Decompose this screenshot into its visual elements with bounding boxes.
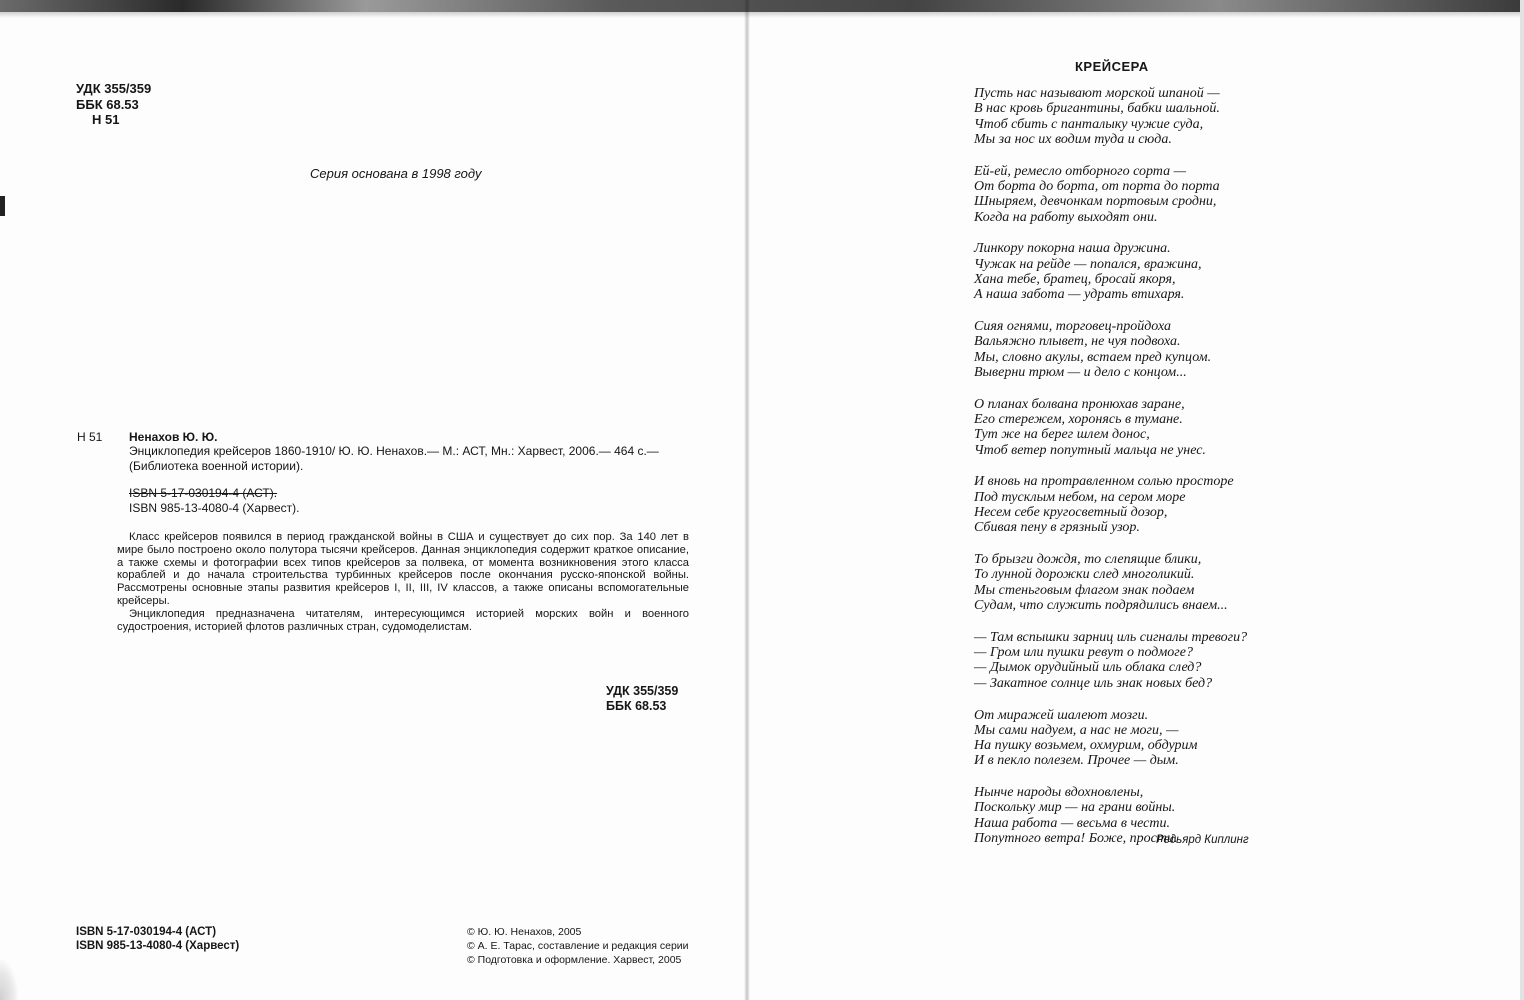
stanza bbox=[974, 552, 1247, 613]
bbk-code: ББК 68.53 bbox=[606, 699, 667, 713]
poem-line: Наша работа — весьма в чести. bbox=[974, 815, 1170, 831]
poem-line: Чужак на рейде — попался, вражина, bbox=[974, 256, 1202, 272]
catalog-card-description-line: (Библиотека военной истории). bbox=[129, 459, 304, 473]
left-page bbox=[0, 0, 744, 1000]
stanza bbox=[974, 86, 1247, 147]
annotation-paragraph: Класс крейсеров появился в период гражданской войны в США и существует до сих пор. За 140 лет в мире было построено около полутора тысячи крейсеров. Данная энциклопедия содержит краткое описание, а также схемы и фотографии всех типов крейсеров за полвека, от момента возникновения этого класса кораблей и до начала строительства турбинных крейсеров после окончания русско-японской войны. Рассмотрены основные этапы развития крейсеров I, II, III, IV классов, а также описаны вспомогательные крейсеры. bbox=[117, 531, 689, 607]
poem-line: Попутного ветра! Боже, прости. bbox=[974, 831, 1178, 847]
poem-line: Когда на работу выходят они. bbox=[974, 209, 1158, 225]
poem-line: На пушку возьмем, охмурим, обдурим bbox=[974, 738, 1198, 754]
isbn-ast: ISBN 5-17-030194-4 (АСТ). bbox=[129, 486, 278, 500]
annotation bbox=[117, 531, 689, 633]
poem-line: — Дымок орудийный иль облака след? bbox=[974, 660, 1202, 676]
stanza bbox=[974, 474, 1247, 535]
poem-line: — Там вспышки зарниц иль сигналы тревоги? bbox=[974, 629, 1248, 645]
poem-title: КРЕЙСЕРА bbox=[1075, 59, 1149, 74]
poem-line: Сбивая пену в грязный узор. bbox=[974, 520, 1140, 536]
poem-line: Судам, что служить подрядились внаем... bbox=[974, 598, 1228, 614]
poem-line: То лунной дорожки след многоликий. bbox=[974, 567, 1195, 583]
stanza bbox=[974, 708, 1247, 769]
isbn-bottom bbox=[76, 926, 239, 953]
poem bbox=[974, 86, 1247, 863]
series-note: Серия основана в 1998 году bbox=[310, 166, 482, 181]
poem-line: Под тусклым небом, на сером море bbox=[974, 489, 1186, 505]
poem-line: То брызги дождя, то слепящие блики, bbox=[974, 552, 1202, 568]
udk-code: УДК 355/359 bbox=[606, 684, 679, 698]
copyright-line: © Ю. Ю. Ненахов, 2005 bbox=[467, 926, 582, 938]
poem-line: О планах болвана пронюхав заране, bbox=[974, 396, 1185, 412]
annotation-paragraph: Энциклопедия предназначена читателям, интересующимся историей морских войн и военного судостроения, историей флотов различных стран, судомоделистам. bbox=[117, 607, 689, 633]
catalog-card-isbn bbox=[129, 486, 300, 516]
poem-line: Сияя огнями, торговец-пройдоха bbox=[974, 319, 1172, 335]
poem-line: Тут же на берег шлем донос, bbox=[974, 427, 1150, 443]
poem-line: Линкору покорна наша дружина. bbox=[974, 241, 1171, 257]
stanza bbox=[974, 397, 1247, 458]
catalog-card-author: Ненахов Ю. Ю. bbox=[129, 430, 218, 444]
copyright-block bbox=[467, 925, 689, 967]
poem-line: От борта до борта, от порта до порта bbox=[974, 178, 1220, 194]
isbn-harvest: ISBN 985-13-4080-4 (Харвест) bbox=[76, 939, 240, 952]
poem-line: Мы стеньговым флагом знак подаем bbox=[974, 582, 1195, 598]
poem-author: Редьярд Киплинг bbox=[1156, 834, 1249, 846]
poem-line: Чтоб сбить с панталыку чужие суда, bbox=[974, 116, 1204, 132]
poem-line: От миражей шалеют мозги. bbox=[974, 707, 1149, 723]
udk-bottom bbox=[606, 684, 678, 714]
stanza bbox=[974, 630, 1247, 691]
copyright-line: © Подготовка и оформление. Харвест, 2005 bbox=[467, 954, 682, 966]
poem-line: Мы сами надуем, а нас не моги, — bbox=[974, 722, 1179, 738]
poem-line: Выверни трюм — и дело с концом... bbox=[974, 364, 1187, 380]
catalog-card-description bbox=[129, 444, 694, 474]
poem-line: Нынче народы вдохновлены, bbox=[974, 785, 1144, 801]
poem-line: Хана тебе, братец, бросай якоря, bbox=[974, 271, 1176, 287]
poem-line: Пусть нас называют морской шпаной — bbox=[974, 86, 1220, 101]
poem-line: Несем себе кругосветный дозор, bbox=[974, 505, 1168, 521]
catalog-card-code: Н 51 bbox=[77, 430, 103, 444]
bbk-code: ББК 68.53 bbox=[76, 96, 139, 112]
udk-code: УДК 355/359 bbox=[76, 81, 152, 96]
stanza bbox=[974, 164, 1247, 225]
author-mark: Н 51 bbox=[92, 112, 120, 127]
catalog-card-description-line: Энциклопедия крейсеров 1860-1910/ Ю. Ю. Ненахов.— М.: АСТ, Мн.: Харвест, 2006.— 464 с.— bbox=[129, 444, 659, 458]
poem-line: — Закатное солнце иль знак новых бед? bbox=[974, 675, 1213, 691]
isbn-ast: ISBN 5-17-030194-4 (АСТ) bbox=[76, 926, 217, 938]
copyright-line: © А. Е. Тарас, составление и редакция серии bbox=[467, 940, 689, 952]
stanza bbox=[974, 319, 1247, 380]
udk-block bbox=[76, 81, 151, 128]
isbn-harvest: ISBN 985-13-4080-4 (Харвест). bbox=[129, 501, 300, 515]
poem-line: И вновь на протравленном солью просторе bbox=[974, 474, 1234, 490]
stanza bbox=[974, 241, 1247, 302]
poem-line: Чтоб ветер попутный мальца не унес. bbox=[974, 442, 1206, 458]
poem-line: Поскольку мир — на грани войны. bbox=[974, 800, 1176, 816]
right-page bbox=[750, 0, 1524, 1000]
poem-line: Мы за нос их водим туда и сюда. bbox=[974, 131, 1172, 147]
poem-line: В нас кровь бригантины, бабки шальной. bbox=[974, 101, 1220, 117]
poem-line: И в пекло полезем. Прочее — дым. bbox=[974, 753, 1179, 769]
poem-line: Вальяжно плывет, не чуя подвоха. bbox=[974, 334, 1181, 350]
poem-line: Шныряем, девчонкам портовым сродни, bbox=[974, 194, 1217, 210]
poem-line: — Гром или пушки ревут о подмоге? bbox=[974, 645, 1193, 661]
poem-line: Ей-ей, ремесло отборного сорта — bbox=[974, 163, 1187, 179]
poem-line: Мы, словно акулы, встаем пред купцом. bbox=[974, 349, 1212, 365]
poem-line: А наша забота — удрать втихаря. bbox=[974, 287, 1185, 303]
poem-line: Его стережем, хоронясь в тумане. bbox=[974, 412, 1183, 428]
